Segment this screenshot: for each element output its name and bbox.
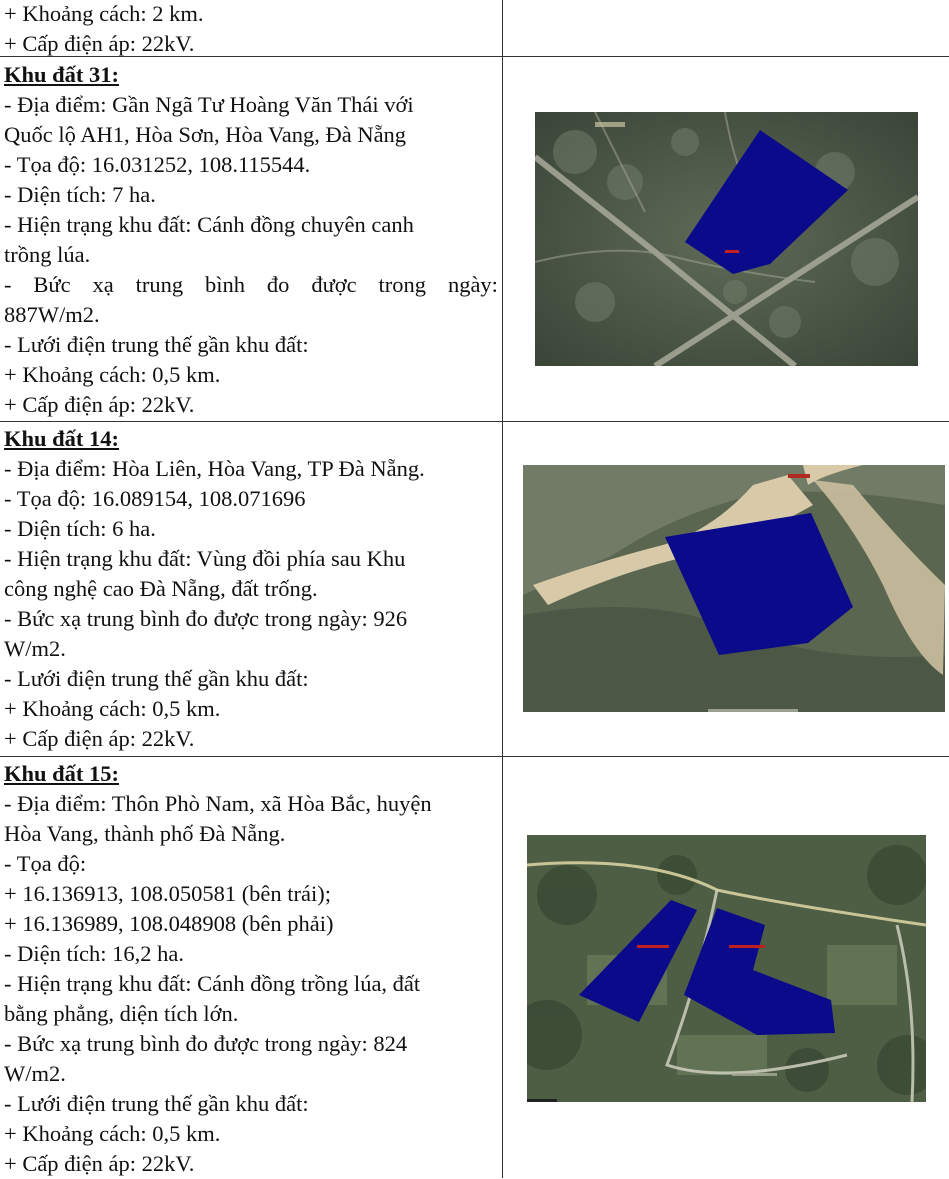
text-line: W/m2.	[4, 1061, 66, 1086]
text-line: Hòa Vang, thành phố Đà Nẵng.	[4, 821, 286, 846]
word: ngày:	[447, 272, 498, 297]
text-line: - Tọa độ: 16.031252, 108.115544.	[4, 152, 311, 177]
text-line: - Địa điểm: Hòa Liên, Hòa Vang, TP Đà Nẵng.	[4, 456, 425, 481]
text-line: + Khoảng cách: 2 km.	[4, 1, 204, 26]
text-line: - Lưới điện trung thế gần khu đất:	[4, 332, 309, 357]
text-line: + 16.136989, 108.048908 (bên phải)	[4, 911, 334, 936]
satellite-map-site-15	[527, 835, 926, 1102]
site-title: Khu đất 15:	[4, 761, 120, 786]
text-line: - Lưới điện trung thế gần khu đất:	[4, 666, 309, 691]
text-line: 887W/m2.	[4, 302, 100, 327]
text-line: - Tọa độ:	[4, 851, 87, 876]
text-line: - Bức xạ trung bình đo được trong ngày: 926	[4, 606, 408, 631]
word: Bức	[33, 272, 71, 297]
text-line: bằng phẳng, diện tích lớn.	[4, 1001, 239, 1026]
justified-line	[4, 270, 498, 300]
text-line: - Hiện trạng khu đất: Cánh đồng chuyên canh	[4, 212, 414, 237]
row-divider	[0, 421, 949, 422]
text-line: W/m2.	[4, 636, 66, 661]
text-line: + Khoảng cách: 0,5 km.	[4, 696, 221, 721]
text-line: trồng lúa.	[4, 242, 91, 267]
word: bình	[205, 272, 246, 297]
site-15-text	[4, 759, 498, 1179]
satellite-map-site-14	[523, 465, 945, 712]
text-line: Quốc lộ AH1, Hòa Sơn, Hòa Vang, Đà Nẵng	[4, 122, 407, 147]
text-line: - Hiện trạng khu đất: Cánh đồng trồng lúa, đất	[4, 971, 421, 996]
text-line: - Tọa độ: 16.089154, 108.071696	[4, 486, 306, 511]
text-line: - Hiện trạng khu đất: Vùng đồi phía sau Khu	[4, 546, 406, 571]
text-line: + 16.136913, 108.050581 (bên trái);	[4, 881, 332, 906]
text-line: - Diện tích: 16,2 ha.	[4, 941, 184, 966]
text-line: + Cấp điện áp: 22kV.	[4, 392, 195, 417]
site-14-text	[4, 424, 498, 754]
text-line: - Diện tích: 7 ha.	[4, 182, 156, 207]
site-31-text	[4, 60, 498, 420]
text-line: + Cấp điện áp: 22kV.	[4, 31, 195, 56]
word: -	[4, 272, 12, 297]
word: được	[311, 272, 357, 297]
satellite-map-site-31	[535, 112, 918, 366]
text-line: - Diện tích: 6 ha.	[4, 516, 156, 541]
word: trong	[378, 272, 427, 297]
top-cell-text	[4, 0, 498, 59]
text-line: - Lưới điện trung thế gần khu đất:	[4, 1091, 309, 1116]
text-line: + Khoảng cách: 0,5 km.	[4, 1121, 221, 1146]
column-divider	[502, 0, 503, 1178]
text-line: + Khoảng cách: 0,5 km.	[4, 362, 221, 387]
text-line: + Cấp điện áp: 22kV.	[4, 726, 195, 751]
text-line: - Địa điểm: Gần Ngã Tư Hoàng Văn Thái với	[4, 92, 414, 117]
site-title: Khu đất 14:	[4, 426, 120, 451]
row-divider	[0, 756, 949, 757]
word: xạ	[92, 272, 114, 297]
word: đo	[266, 272, 290, 297]
site-title: Khu đất 31:	[4, 62, 120, 87]
text-line: + Cấp điện áp: 22kV.	[4, 1151, 195, 1176]
text-line: - Địa điểm: Thôn Phò Nam, xã Hòa Bắc, huyện	[4, 791, 432, 816]
word: trung	[135, 272, 184, 297]
text-line: công nghệ cao Đà Nẵng, đất trống.	[4, 576, 318, 601]
text-line: - Bức xạ trung bình đo được trong ngày: 824	[4, 1031, 408, 1056]
